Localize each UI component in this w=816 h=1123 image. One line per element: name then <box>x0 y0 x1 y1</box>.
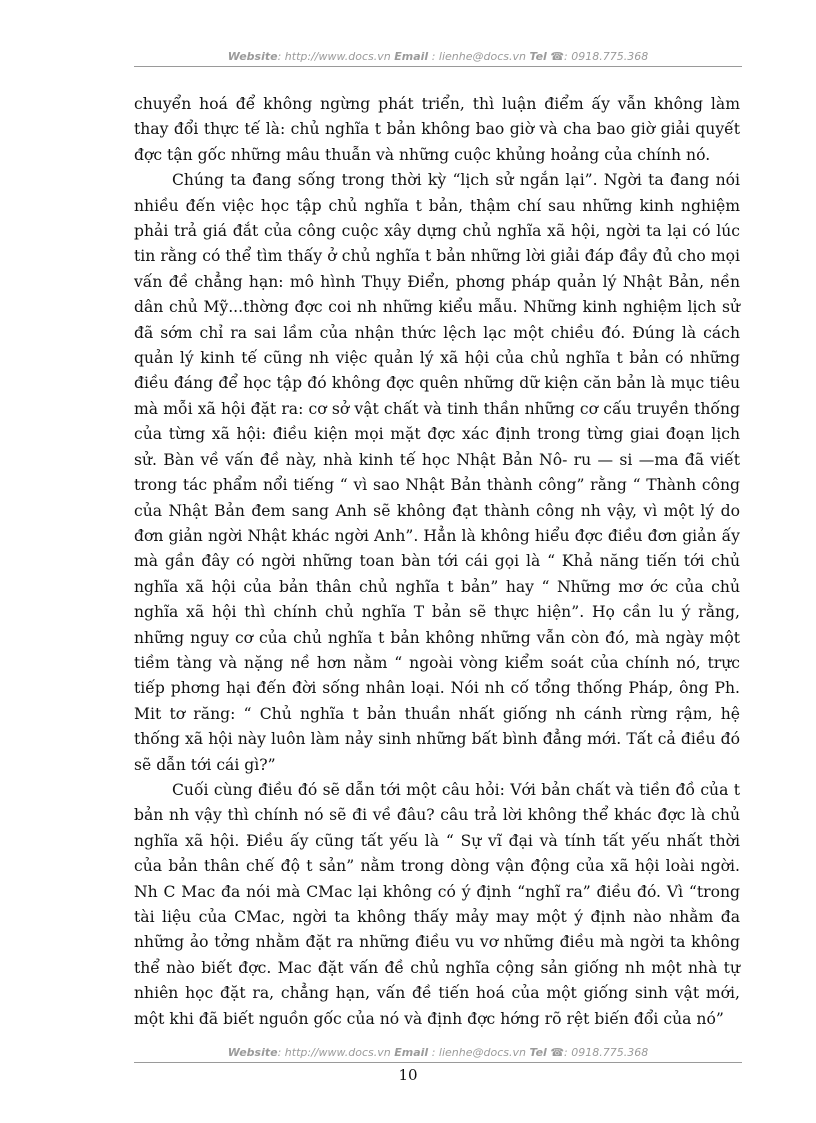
page-number: 10 <box>398 1066 418 1084</box>
page-footer <box>134 1046 742 1059</box>
header-email-value: : lienhe@docs.vn <box>431 50 526 63</box>
paragraph-3: Cuối cùng điều đó sẽ dẫn tới một câu hỏi: Với bản chất và tiền đồ của t bản nh vậy thì chính nó sẽ đi về đâu? câu trả lời không thể khác đợc là chủ nghĩa xã hội. Điều ấy cũng tất yếu là “ Sự vĩ đại và tính tất yếu nhất thời của bản thân chế độ t sản” nằm trong dòng vận động của xã hội loài ngời. Nh C Mac đa nói mà CMac lại không có ý định “nghĩ ra” điều đó. Vì “trong tài liệu của CMac, ngời ta không thấy mảy may một ý định nào nhằm đa những ảo tởng nhằm đặt ra những điều vu vơ những điều mà ngời ta không thể nào biết đợc. Mac đặt vấn đề chủ nghĩa cộng sản giống nh một nhà tự nhiên học đặt ra, chẳng hạn, vấn đề tiến hoá của một giống sinh vật mới, một khi đã biết nguồn gốc của nó và định đợc hớng rõ rệt biến đổi của nó” <box>134 780 740 1028</box>
page-header <box>134 50 742 63</box>
header-rule <box>134 66 742 67</box>
header-email-label: Email <box>394 50 429 63</box>
body-text <box>134 92 740 1032</box>
footer-website-label: Website <box>227 1046 278 1059</box>
footer-website-value: : http://www.docs.vn <box>277 1046 391 1059</box>
phone-icon: ☎ <box>550 1046 565 1059</box>
footer-tel-value: : 0918.775.368 <box>564 1046 649 1059</box>
header-tel-value: : 0918.775.368 <box>564 50 649 63</box>
footer-email-value: : lienhe@docs.vn <box>431 1046 526 1059</box>
header-tel-label: Tel <box>529 50 547 63</box>
header-website-label: Website <box>227 50 278 63</box>
footer-tel-label: Tel <box>529 1046 547 1059</box>
footer-rule <box>134 1062 742 1063</box>
phone-icon: ☎ <box>550 50 565 63</box>
footer-email-label: Email <box>394 1046 429 1059</box>
paragraph-2: Chúng ta đang sống trong thời kỳ “lịch sử ngắn lại”. Ngời ta đang nói nhiều đến việc học tập chủ nghĩa t bản, thậm chí sau những kinh nghiệm phải trả giá đắt của công cuộc xây dựng chủ nghĩa xã hội, ngời ta lại có lúc tin rằng có thể tìm thấy ở chủ nghĩa t bản những lời giải đáp đầy đủ cho mọi vấn đề chẳng hạn: mô hình Thụy Điển, phơng pháp quản lý Nhật Bản, nền dân chủ Mỹ...thờng đợc coi nh những kiểu mẫu. Những kinh nghiệm lịch sử đã sớm chỉ ra sai lầm của nhận thức lệch lạc một chiều đó. Đúng là cách quản lý kinh tế cũng nh việc quản lý xã hội của chủ nghĩa t bản có những điều đáng để học tập đó không đợc quên những dữ kiện căn bản là mục tiêu mà mỗi xã hội đặt ra: cơ sở vật chất và tinh thần những cơ cấu truyền thống của từng xã hội: điều kiện mọi mặt đợc xác định trong từng giai đoạn lịch sử. Bàn về vấn đề này, nhà kinh tế học Nhật Bản Nô- ru — si —ma đã viết trong tác phẩm nổi tiếng “ vì sao Nhật Bản thành công” rằng “ Thành công của Nhật Bản đem sang Anh sẽ không đạt thành công nh vậy, vì một lý do đơn giản ngời Nhật khác ngời Anh”. Hẳn là không hiểu đợc điều đơn giản ấy mà gần đây có ngời những toan bàn tới cái gọi là “ Khả năng tiến tới chủ nghĩa xã hội của bản thân chủ nghĩa t bản” hay “ Những mơ ớc của chủ nghĩa xã hội thì chính chủ nghĩa T bản sẽ thực hiện”. Họ cần lu ý rằng, những nguy cơ của chủ nghĩa t bản không những vẫn còn đó, mà ngày một tiềm tàng và nặng nề hơn nằm “ ngoài vòng kiểm soát của chính nó, trực tiếp phơng hại đến đời sống nhân loại. Nói nh cố tổng thống Pháp, ông Ph. Mit tơ răng: “ Chủ nghĩa t bản thuần nhất giống nh cánh rừng rậm, hệ thống xã hội này luôn làm nảy sinh những bất bình đẳng mới. Tất cả điều đó sẽ dẫn tới cái gì?” <box>134 171 740 774</box>
paragraph-1: chuyển hoá để không ngừng phát triển, thì luận điểm ấy vẫn không làm thay đổi thực tế là: chủ nghĩa t bản không bao giờ và cha bao giờ giải quyết đợc tận gốc những mâu thuẫn và những cuộc khủng hoảng của chính nó. <box>134 95 740 164</box>
header-website-value: : http://www.docs.vn <box>277 50 391 63</box>
